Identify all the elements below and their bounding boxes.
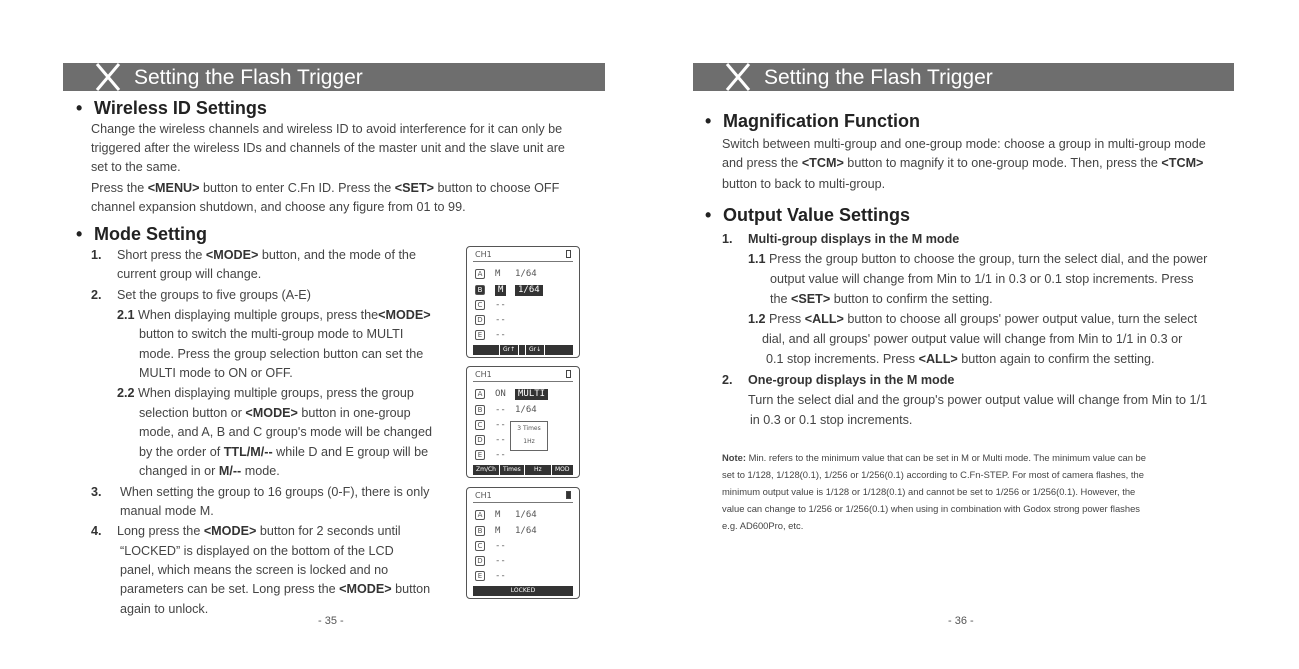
heading-mode-setting: • Mode Setting	[76, 224, 207, 244]
battery-icon	[566, 250, 571, 258]
channel-label: CH1	[475, 250, 492, 259]
text-line: panel, which means the screen is locked and no	[120, 563, 389, 577]
banner-title: Setting the Flash Trigger	[764, 66, 993, 89]
page-36	[650, 0, 1299, 669]
note-line: set to 1/128, 1/128(0.1), 1/256 or 1/256(0.1) according to C.Fn-STEP. For most of camera flashes, the	[722, 469, 1144, 480]
text-line: set to the same.	[91, 160, 181, 174]
text-line: by the order of TTL/M/-- while D and E group will be	[139, 445, 429, 459]
lcd-display-1	[466, 246, 580, 358]
group-row: A M 1/64	[475, 510, 485, 521]
group-row: D --	[475, 315, 485, 326]
channel-label: CH1	[475, 370, 492, 379]
channel-label: CH1	[475, 491, 492, 500]
group-row: E --	[475, 330, 485, 341]
text-line: 0.1 stop increments. Press <ALL> button again to confirm the setting.	[766, 352, 1155, 366]
heading-output-value: • Output Value Settings	[705, 205, 911, 225]
group-row: D --	[475, 435, 485, 446]
text-line: 1.1 Press the group button to choose the group, turn the select dial, and the power	[748, 252, 1208, 266]
text-line: Set the groups to five groups (A-E)	[117, 288, 311, 302]
section-banner	[693, 63, 1234, 91]
text-line: Short press the <MODE> button, and the mode of the	[117, 248, 416, 262]
group-row: C --	[475, 541, 485, 552]
page-number: - 36 -	[948, 615, 974, 627]
note-line: e.g. AD600Pro, etc.	[722, 520, 804, 531]
lcd-softkey-bar: Zm/Ch Times Hz MOD	[473, 465, 573, 475]
group-row: A ON MULTI	[475, 389, 485, 400]
group-row: B -- 1/64	[475, 405, 485, 416]
text-line: button to back to multi-group.	[722, 177, 886, 191]
banner-title: Setting the Flash Trigger	[134, 66, 363, 89]
text-line: in 0.3 or 0.1 stop increments.	[750, 413, 913, 427]
text-line: manual mode M.	[120, 504, 214, 518]
text-line: output value will change from Min to 1/1 in 0.3 or 0.1 stop increments. Press	[770, 272, 1194, 286]
text-line: the <SET> button to confirm the setting.	[770, 292, 993, 306]
text-line: “LOCKED” is displayed on the bottom of the LCD	[120, 544, 394, 558]
group-row: B M 1/64	[475, 285, 485, 296]
list-number: 1.	[722, 232, 733, 246]
text-line: Change the wireless channels and wireless ID to avoid interference for it can only be	[91, 122, 563, 136]
list-number: 2.	[722, 373, 733, 387]
page-number: - 35 -	[318, 615, 344, 627]
group-row: E --	[475, 571, 485, 582]
text-line: button to switch the multi-group mode to MULTI	[139, 327, 404, 341]
subheading: Multi-group displays in the M mode	[748, 232, 960, 246]
group-row: B M 1/64	[475, 526, 485, 537]
multi-settings-box: 3 Times 1Hz	[510, 421, 548, 451]
lcd-display-2	[466, 366, 580, 478]
group-row: C --	[475, 420, 485, 431]
battery-icon	[566, 370, 571, 378]
heading-wireless-id: • Wireless ID Settings	[76, 98, 267, 118]
list-number: 2.	[91, 288, 102, 302]
text-line: mode, and A, B and C group's mode will be changed	[139, 425, 432, 439]
text-line: parameters can be set. Long press the <MODE> button	[120, 582, 431, 596]
text-line: 1.2 Press <ALL> button to choose all groups' power output value, turn the select	[748, 312, 1198, 326]
x-logo-icon	[93, 62, 123, 92]
text-line: mode. Press the group selection button can set the	[139, 347, 424, 361]
text-line: Switch between multi-group and one-group mode: choose a group in multi-group mode	[722, 137, 1206, 151]
text-line: selection button or <MODE> button in one-group	[139, 406, 411, 420]
lcd-softkey-bar: Gr↑ Gr↓	[473, 345, 573, 355]
text-line: again to unlock.	[120, 602, 209, 616]
text-line: 2.1 When displaying multiple groups, press the<MODE>	[117, 308, 431, 322]
text-line: dial, and all groups' power output value will change from Min to 1/1 in 0.3 or	[762, 332, 1183, 346]
text-line: channel expansion shutdown, and choose any figure from 01 to 99.	[91, 200, 466, 214]
text-line: MULTI mode to ON or OFF.	[139, 366, 293, 380]
note-line: minimum output value is 1/128 or 1/128(0.1) and cannot be set to 1/256 or 1/256(0.1). However, the	[722, 486, 1136, 497]
x-logo-icon	[723, 62, 753, 92]
group-row: E --	[475, 450, 485, 461]
group-row: A M 1/64	[475, 269, 485, 280]
text-line: 2.2 When displaying multiple groups, press the group	[117, 386, 414, 400]
locked-bar: LOCKED	[473, 586, 573, 596]
lcd-display-3	[466, 487, 580, 599]
battery-icon	[566, 491, 571, 499]
list-number: 3.	[91, 485, 102, 499]
group-row: D --	[475, 556, 485, 567]
note-line: Note: Min. refers to the minimum value that can be set in M or Multi mode. The minimum value can be	[722, 452, 1146, 463]
subheading: One-group displays in the M mode	[748, 373, 955, 387]
text-line: changed in or M/-- mode.	[139, 464, 280, 478]
list-number: 4.	[91, 524, 102, 538]
text-line: Press the <MENU> button to enter C.Fn ID. Press the <SET> button to choose OFF	[91, 181, 560, 195]
text-line: current group will change.	[117, 267, 262, 281]
text-line: When setting the group to 16 groups (0-F), there is only	[120, 485, 430, 499]
heading-magnification: • Magnification Function	[705, 111, 920, 131]
list-number: 1.	[91, 248, 102, 262]
section-banner	[63, 63, 605, 91]
text-line: Long press the <MODE> button for 2 seconds until	[117, 524, 401, 538]
group-row: C --	[475, 300, 485, 311]
note-line: value can change to 1/256 or 1/256(0.1) when using in combination with Godox strong power flashes	[722, 503, 1140, 514]
text-line: and press the <TCM> button to magnify it to one-group mode. Then, press the <TCM>	[722, 156, 1204, 170]
text-line: Turn the select dial and the group's power output value will change from Min to 1/1	[748, 393, 1208, 407]
text-line: triggered after the wireless IDs and channels of the master unit and the slave unit are	[91, 141, 565, 155]
